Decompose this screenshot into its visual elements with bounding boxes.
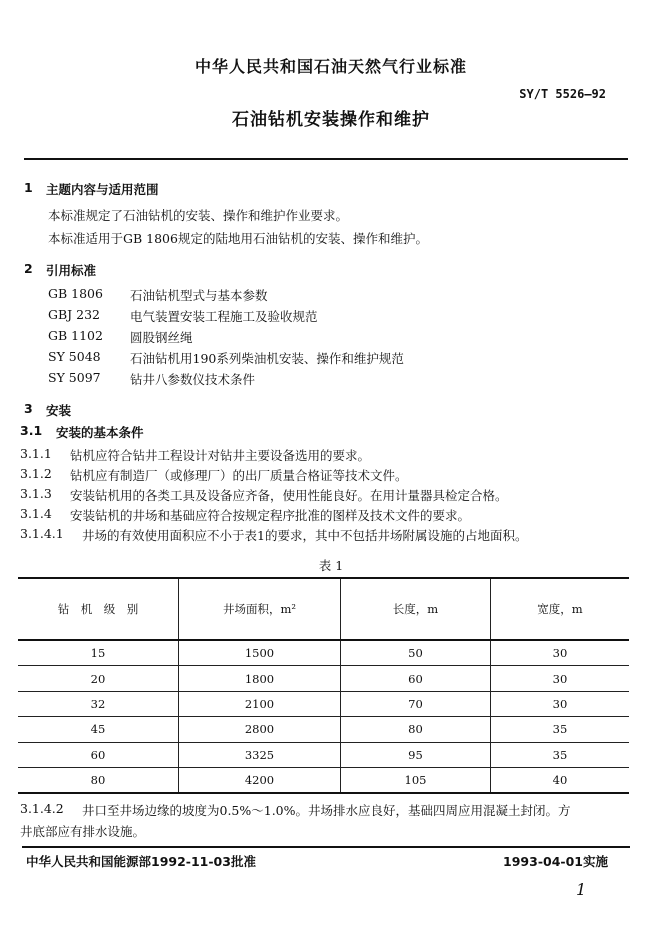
section-3-number: 3 [24,401,33,416]
table-cell: 32 [18,691,179,716]
column-header: 长度，m [341,578,491,640]
section-2-number: 2 [24,261,33,276]
table-cell: 105 [341,767,491,793]
table-cell: 35 [491,717,630,742]
table-row [18,640,629,666]
table-cell: 3325 [179,742,341,767]
table-row [18,691,629,716]
clause-number: 3.1.4.2 [20,801,64,816]
effective-date: 1993-04-01实施 [503,854,608,869]
clause-text: 安装钻机用的各类工具及设备应齐备，使用性能良好。在用计量器具检定合格。 [70,488,508,503]
table-cell: 50 [341,640,491,666]
table-row [18,666,629,691]
clause-text: 钻机应有制造厂（或修理厂）的出厂质量合格证等技术文件。 [70,468,408,483]
table-cell: 80 [341,717,491,742]
reference-code: SY 5048 [48,349,101,364]
reference-code: SY 5097 [48,370,101,385]
section-1-para-1: 本标准规定了石油钻机的安装、操作和维护作业要求。 [48,208,349,223]
document-title: 石油钻机安装操作和维护 [232,110,430,130]
column-header: 钻 机 级 别 [18,578,179,640]
footer-divider [22,846,630,848]
table-cell: 80 [18,767,179,793]
issuing-authority-header: 中华人民共和国石油天然气行业标准 [194,57,467,76]
table-cell: 2100 [179,691,341,716]
table-row [18,717,629,742]
header-divider [24,158,628,160]
section-3-1-number: 3.1 [20,423,43,438]
clause-text: 钻机应符合钻井工程设计对钻井主要设备选用的要求。 [70,448,371,463]
reference-code: GB 1102 [48,328,103,343]
table-cell: 2800 [179,717,341,742]
section-1-heading: 主题内容与适用范围 [46,182,159,197]
table-row [18,767,629,793]
table-cell: 30 [491,691,630,716]
clause-number: 3.1.1 [20,446,52,461]
table-row [18,742,629,767]
table-cell: 95 [341,742,491,767]
reference-title: 石油钻机用190系列柴油机安装、操作和维护规范 [130,351,404,366]
approval-line: 中华人民共和国能源部1992-11-03批准 [26,854,256,869]
table-cell: 70 [341,691,491,716]
table-cell: 30 [491,640,630,666]
table-cell: 45 [18,717,179,742]
clause-text: 安装钻机的井场和基础应符合按规定程序批准的图样及技术文件的要求。 [70,508,471,523]
column-header: 宽度，m [491,578,630,640]
clause-text-line-2: 井底部应有排水设施。 [20,824,146,839]
reference-code: GB 1806 [48,286,103,301]
clause-number: 3.1.2 [20,466,52,481]
reference-title: 圆股钢丝绳 [130,330,193,345]
reference-title: 电气装置安装工程施工及验收规范 [130,309,318,324]
table-cell: 60 [18,742,179,767]
clause-text-line-1: 井口至井场边缘的坡度为0.5%～1.0%。井场排水应良好，基础四周应用混凝土封闭。方 [82,803,571,818]
section-3-1-heading: 安装的基本条件 [56,425,144,440]
reference-title: 石油钻机型式与基本参数 [130,288,268,303]
section-3-heading: 安装 [46,403,72,418]
column-header: 井场面积，m² [179,578,341,640]
clause-number: 3.1.4 [20,506,52,521]
section-2-heading: 引用标准 [46,263,97,278]
table-header-row [18,578,629,640]
reference-code: GBJ 232 [48,307,101,322]
standard-code: SY/T 5526—92 [519,87,606,101]
table-cell: 35 [491,742,630,767]
clause-number: 3.1.4.1 [20,526,64,541]
section-1-number: 1 [24,180,33,195]
table-cell: 1500 [179,640,341,666]
clause-number: 3.1.3 [20,486,52,501]
table-cell: 30 [491,666,630,691]
clause-text: 井场的有效使用面积应不小于表1的要求，其中不包括井场附属设施的占地面积。 [82,528,528,543]
table-cell: 40 [491,767,630,793]
table-cell: 20 [18,666,179,691]
table-cell: 60 [341,666,491,691]
table-cell: 4200 [179,767,341,793]
section-1-para-2: 本标准适用于GB 1806规定的陆地用石油钻机的安装、操作和维护。 [48,231,428,246]
table-caption: 表 1 [318,558,344,573]
table-cell: 1800 [179,666,341,691]
reference-title: 钻井八参数仪技术条件 [130,372,256,387]
page-number: 1 [576,880,587,899]
field-area-table [18,577,629,794]
table-cell: 15 [18,640,179,666]
